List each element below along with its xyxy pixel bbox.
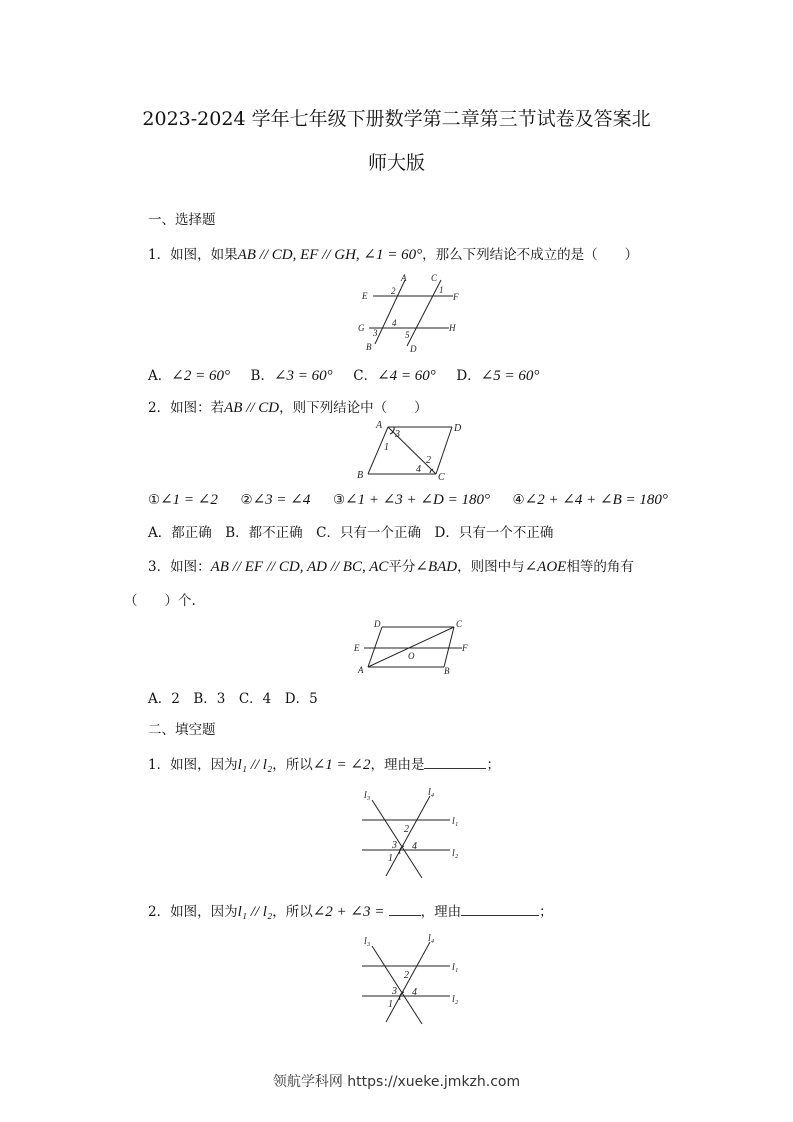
question-math: ∠1 = ∠2 [312, 757, 371, 773]
statement-mark: ④ [512, 492, 525, 508]
label-h: H [449, 323, 456, 333]
label-c: C [431, 273, 438, 283]
question-math: ∠2 + ∠3 = [312, 904, 385, 920]
question-text: 平分 [388, 559, 416, 575]
label-a: A [401, 273, 407, 283]
label-b: B [444, 666, 450, 676]
statement-math: ∠3 = ∠4 [252, 492, 311, 508]
line-cd [407, 280, 441, 346]
angle-2: 2 [391, 286, 396, 296]
question-text: ，所以 [272, 904, 313, 920]
label-f: F [453, 292, 459, 302]
question-text: 如图，因为 [170, 757, 238, 773]
label-b: B [366, 342, 372, 352]
label-d: D [454, 423, 462, 434]
option-b-math: ∠3 = 60° [273, 368, 333, 384]
label-e: E [354, 643, 360, 653]
line-l3 [372, 946, 422, 1024]
answer-blank[interactable] [424, 754, 486, 769]
f1-figure [352, 786, 472, 882]
q3-options: A．2 B．3 C．4 D．5 [148, 691, 318, 707]
question-text: ，则下列结论中（ ） [279, 400, 428, 416]
label-c: C [456, 619, 463, 629]
question-text: 如图，如果 [170, 247, 238, 263]
label-l4: l₄ [428, 787, 435, 798]
answer-blank[interactable] [389, 901, 421, 916]
question-math: ∠AOE [524, 559, 567, 575]
label-g: G [358, 323, 365, 333]
question-text: 如图，因为 [170, 904, 238, 920]
question-number: 2． [148, 400, 171, 416]
angle-3: 3 [392, 840, 397, 851]
q2-options: A．都正确 B．都不正确 C．只有一个正确 D．只有一个不正确 [148, 525, 554, 541]
label-e: E [362, 291, 368, 301]
angle-3: 3 [373, 328, 378, 338]
label-a: A [376, 420, 383, 431]
angle-4: 4 [412, 841, 417, 852]
label-c: C [438, 472, 445, 482]
question-text: ，所以 [272, 757, 313, 773]
f2-figure [352, 932, 472, 1028]
question-text: 如图：若 [170, 400, 225, 416]
angle-4: 4 [412, 987, 417, 998]
fill-question-1 [148, 753, 500, 774]
angle-1: 1 [388, 853, 393, 864]
question-2 [148, 396, 428, 417]
q3-figure [350, 615, 475, 677]
q2-statements [148, 490, 668, 509]
line-l4 [386, 796, 430, 876]
document-title-line2: 师大版 [367, 152, 425, 174]
question-math: ∠BAD [415, 559, 458, 575]
section-heading-fill: 二、填空题 [148, 722, 216, 738]
angle-4: 4 [416, 464, 421, 475]
q1-options [148, 364, 539, 385]
label-l3: l₃ [364, 790, 371, 801]
label-l1: l₁ [452, 816, 459, 827]
question-math: AB // CD [224, 400, 280, 416]
question-text: ； [539, 904, 553, 920]
statement-math: ∠2 + ∠4 + ∠B = 180° [524, 492, 668, 508]
question-number: 1． [148, 757, 171, 773]
question-number: 3． [148, 559, 171, 575]
angle-4: 4 [392, 318, 397, 328]
option-a-label: A． [148, 368, 172, 384]
statement-math: ∠1 = ∠2 [160, 492, 218, 508]
question-math: l₁ // l₂ [237, 757, 273, 773]
question-3 [148, 555, 634, 576]
segment-ac [368, 627, 454, 667]
question-math: AB // EF // CD, AD // BC, AC [210, 559, 389, 575]
question-number: 2． [148, 904, 171, 920]
angle-2: 2 [404, 824, 409, 835]
label-d: D [374, 619, 381, 629]
statement-math: ∠1 + ∠3 + ∠D = 180° [345, 492, 490, 508]
label-l2: l₂ [452, 994, 459, 1005]
question-1 [148, 243, 638, 264]
label-a: A [358, 665, 364, 675]
fill-question-2 [148, 900, 553, 921]
label-o: O [408, 651, 415, 661]
statement-mark: ③ [332, 492, 346, 508]
question-number: 1． [148, 247, 171, 263]
angle-3: 3 [395, 429, 400, 440]
label-l2: l₂ [452, 848, 459, 859]
segment-cb [444, 627, 454, 667]
question-text: 相等的角有 [566, 559, 634, 575]
question-text: ； [486, 757, 500, 773]
label-d: D [410, 344, 417, 354]
option-d-label: D． [456, 368, 481, 384]
line-ab [375, 280, 405, 344]
question-3-line2: （ ）个. [124, 593, 196, 609]
question-math: l₁ // l₂ [237, 904, 273, 920]
question-math: AB // CD, EF // GH, ∠1 = 60° [237, 247, 423, 263]
question-text: ，那么下列结论不成立的是（ ） [422, 247, 639, 263]
angle-1: 1 [439, 285, 444, 295]
segment-dc [436, 427, 452, 474]
document-title-line1: 2023-2024 学年七年级下册数学第二章第三节试卷及答案北 [142, 108, 651, 130]
label-b: B [357, 470, 364, 481]
question-text: ，理由是 [370, 757, 425, 773]
line-l3 [372, 800, 422, 878]
label-l1: l₁ [452, 962, 459, 973]
answer-blank[interactable] [461, 901, 539, 916]
angle-1: 1 [384, 442, 389, 453]
angle-3: 3 [392, 986, 397, 997]
angle-2: 2 [404, 970, 409, 981]
angle-1: 1 [388, 999, 393, 1010]
question-text: ，则图中与 [457, 559, 525, 575]
option-b-label: B． [250, 368, 274, 384]
statement-mark: ② [240, 492, 253, 508]
label-l3: l₃ [364, 936, 371, 947]
label-l4: l₄ [428, 933, 435, 944]
option-c-math: ∠4 = 60° [377, 368, 436, 384]
statement-mark: ① [148, 492, 161, 508]
angle-2: 2 [426, 455, 431, 466]
label-f: F [462, 643, 468, 653]
section-heading-choice: 一、选择题 [148, 212, 216, 228]
question-text: ，理由 [420, 904, 462, 920]
q1-figure [355, 272, 470, 356]
option-c-label: C． [353, 368, 378, 384]
question-text: 如图： [170, 559, 211, 575]
option-d-math: ∠5 = 60° [480, 368, 540, 384]
line-l4 [386, 942, 430, 1022]
angle-5: 5 [405, 330, 410, 340]
option-a-math: ∠2 = 60° [171, 368, 230, 384]
footer-watermark: 领航学科网 https://xueke.jmkzh.com [272, 1074, 521, 1090]
q2-figure [350, 418, 470, 482]
